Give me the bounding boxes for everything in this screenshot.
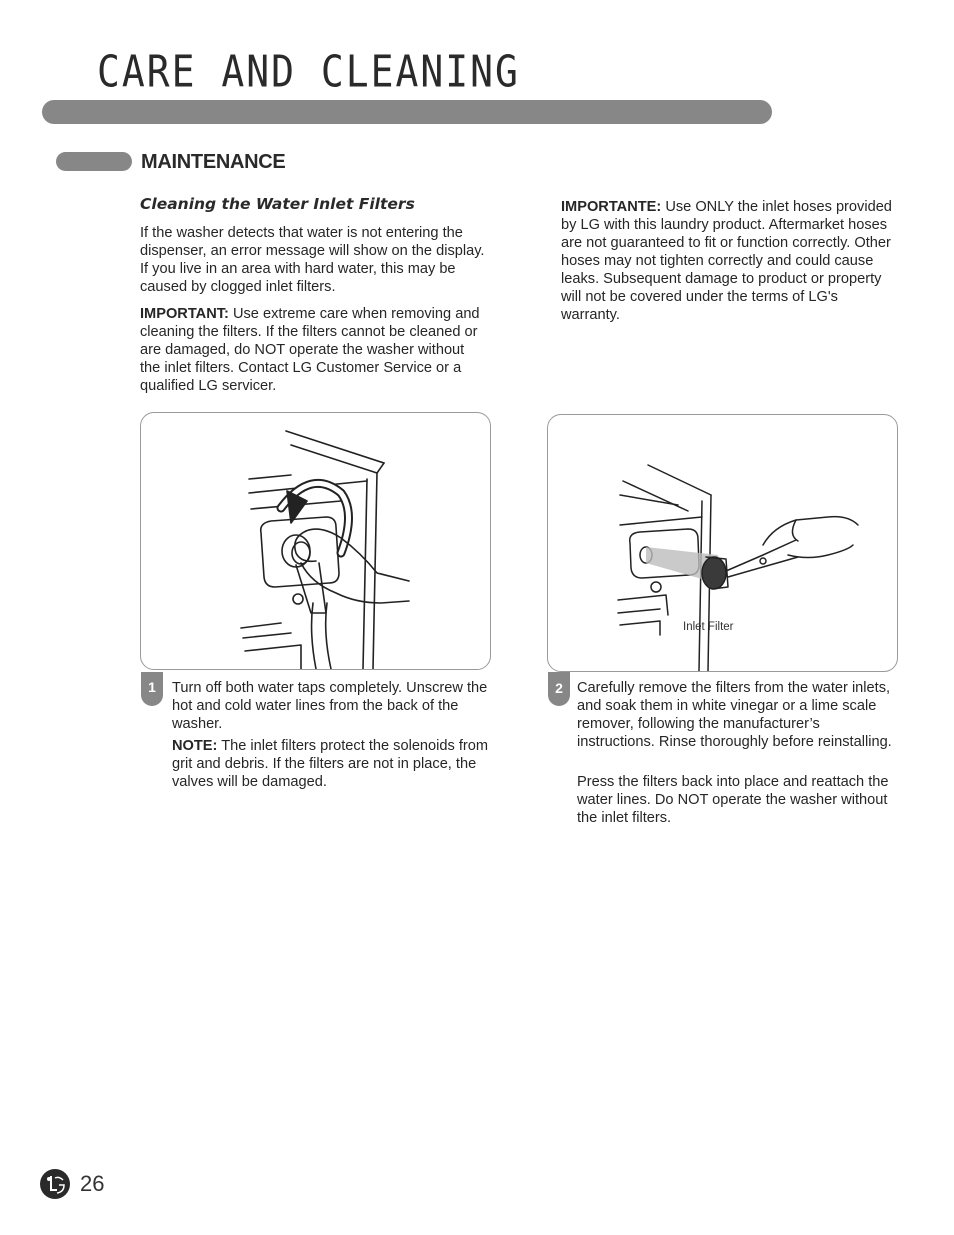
- important-paragraph: [140, 305, 485, 395]
- note-text: The inlet filters protect the solenoids from grit and debris. If the filters are not in place, the valves will be damaged.: [172, 738, 489, 790]
- title-bar: [42, 100, 772, 124]
- illustration-unscrew-hose: [141, 413, 490, 669]
- figure-step-1: [140, 412, 491, 670]
- inlet-filter-caption: Inlet Filter: [683, 621, 734, 633]
- importante-label: IMPORTANTE:: [561, 199, 662, 215]
- importante-paragraph: [561, 198, 895, 324]
- lg-logo-icon: [39, 1168, 71, 1200]
- step-1-number: 1: [148, 679, 156, 695]
- subheading: Cleaning the Water Inlet Filters: [140, 195, 415, 213]
- step-1-text: Turn off both water taps completely. Unscrew the hot and cold water lines from the back of the washer.: [172, 680, 488, 732]
- section-heading: MAINTENANCE: [141, 151, 286, 173]
- intro-paragraph: If the washer detects that water is not entering the dispenser, an error message will show on the display. If you live in an area with hard water, this may be caused by clogged inlet filters.: [140, 225, 485, 295]
- note-label: NOTE:: [172, 738, 218, 754]
- page-title: CARE AND CLEANING: [97, 46, 520, 97]
- important-text: Use extreme care when removing and cleaning the filters. If the filters cannot be cleaned or are damaged, do NOT operate the washer without the inlet filters. Contact LG Customer Service or a qualified LG servicer.: [140, 306, 480, 394]
- figure-step-2: [547, 414, 898, 672]
- step-2-number: 2: [555, 680, 563, 696]
- step-1-note: [172, 737, 494, 791]
- importante-text: Use ONLY the inlet hoses provided by LG with this laundry product. Aftermarket hoses are not guaranteed to fit or function correctly. Other hoses may not tighten correctly and could cause leaks. Subsequent damage to product or property will not be covered under the terms of LG's warranty.: [561, 199, 892, 323]
- step-2-text-2: Press the filters back into place and reattach the water lines. Do NOT operate the washer without the inlet filters.: [577, 774, 889, 826]
- important-label: IMPORTANT:: [140, 306, 229, 322]
- page-number: 26: [80, 1171, 105, 1196]
- section-pill: [56, 152, 132, 171]
- step-2-text: Carefully remove the filters from the water inlets, and soak them in white vinegar or a lime scale remover, following the manufacturer’s instructions. Rinse thoroughly before reinstalling.: [577, 680, 892, 750]
